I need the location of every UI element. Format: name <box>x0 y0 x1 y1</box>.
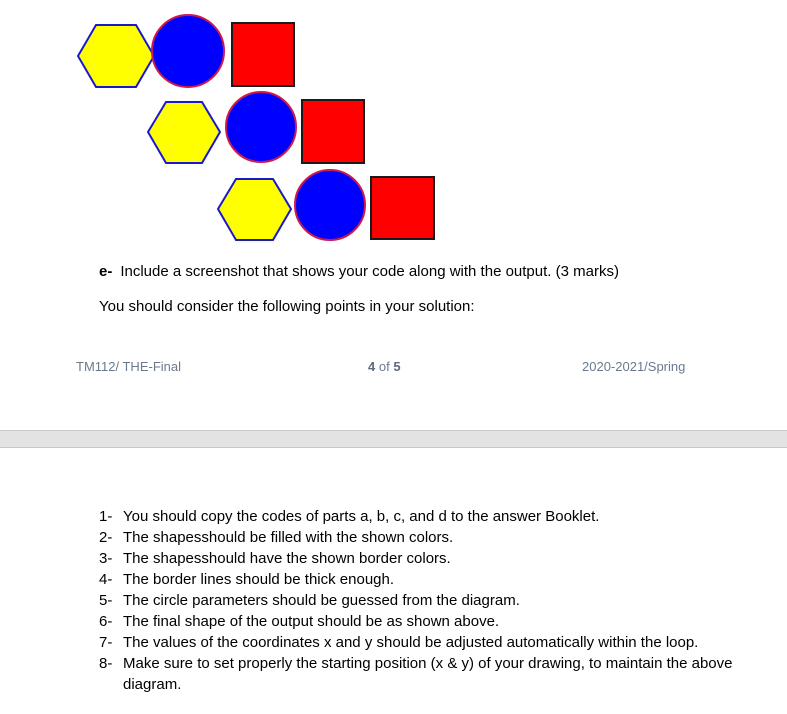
list-item <box>99 569 759 590</box>
list-item-text: The final shape of the output should be as shown above. <box>123 613 500 630</box>
points-list <box>99 506 759 695</box>
list-item <box>99 506 759 527</box>
hexagon-row3 <box>218 179 291 240</box>
consider-heading: You should consider the following points in your solution: <box>99 298 475 315</box>
footer-page-of: of <box>378 359 390 374</box>
list-item-text: The shapesshould have the shown border colors. <box>123 550 451 567</box>
list-item-number: 5- <box>99 592 113 609</box>
circle-row1 <box>152 15 224 87</box>
list-item <box>99 590 759 611</box>
part-e-instruction <box>99 262 619 282</box>
hexagon-row1 <box>78 25 154 87</box>
footer-page-total: 5 <box>393 359 401 374</box>
hexagon-row2 <box>148 102 220 163</box>
list-item-number: 4- <box>99 571 113 588</box>
shapes-diagram <box>0 0 787 250</box>
circle-row2 <box>226 92 296 162</box>
list-item-number: 6- <box>99 613 113 630</box>
list-item <box>99 548 759 569</box>
list-item-text: The border lines should be thick enough. <box>123 571 395 588</box>
list-item <box>99 632 759 653</box>
circle-row3 <box>295 170 365 240</box>
list-item-text: You should copy the codes of parts a, b, c, and d to the answer Booklet. <box>123 508 600 525</box>
list-item <box>99 653 759 695</box>
footer-course: TM112/ THE-Final <box>76 359 181 374</box>
footer-page-current: 4 <box>368 359 376 374</box>
list-item-text: The values of the coordinates x and y should be adjusted automatically within the loop. <box>123 634 699 651</box>
list-item-text: The circle parameters should be guessed from the diagram. <box>123 592 520 609</box>
list-item <box>99 527 759 548</box>
footer-page-number <box>368 359 401 374</box>
list-item <box>99 611 759 632</box>
list-item-number: 3- <box>99 550 113 567</box>
page-separator <box>0 430 787 448</box>
square-row1 <box>232 23 294 86</box>
list-item-number: 8- <box>99 655 113 672</box>
list-item-number: 1- <box>99 508 113 525</box>
part-e-marker: e- <box>99 263 113 280</box>
footer-term: 2020-2021/Spring <box>582 359 686 374</box>
list-item-text: The shapesshould be filled with the shown colors. <box>123 529 454 546</box>
part-e-text: Include a screenshot that shows your code along with the output. (3 marks) <box>120 263 619 280</box>
square-row3 <box>371 177 434 239</box>
square-row2 <box>302 100 364 163</box>
list-item-number: 2- <box>99 529 113 546</box>
page-footer <box>0 359 787 377</box>
list-item-number: 7- <box>99 634 113 651</box>
list-item-text: Make sure to set properly the starting position (x & y) of your drawing, to maintain the above diagram. <box>123 655 733 693</box>
